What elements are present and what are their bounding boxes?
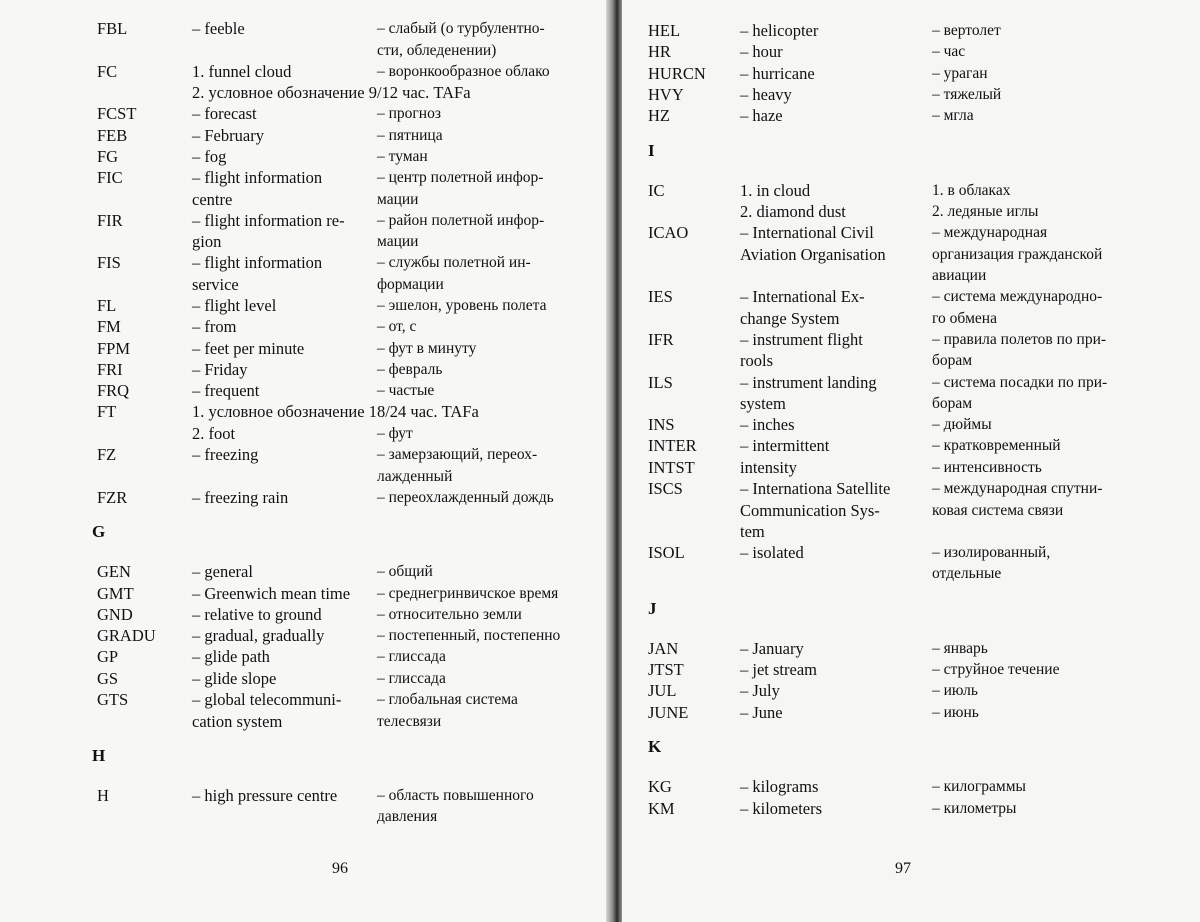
entry-english-line: – high pressure centre bbox=[192, 785, 338, 805]
entry-abbreviation: GS bbox=[97, 668, 119, 688]
section-letter: H bbox=[92, 745, 106, 765]
entry-abbreviation: ISCS bbox=[648, 479, 683, 498]
entry-english-line: 1. условное обозначение 18/24 час. TAFa bbox=[192, 402, 479, 422]
entry-english bbox=[740, 329, 863, 372]
entry-english bbox=[740, 702, 783, 724]
entry-russian-line: – фут в минуту bbox=[377, 339, 477, 357]
entry-russian-line: – мгла bbox=[932, 107, 974, 125]
entry-russian-line: – интенсивность bbox=[932, 458, 1042, 476]
entry-english bbox=[740, 372, 877, 415]
entry-abbreviation: FRI bbox=[97, 359, 123, 379]
entry-russian-line: – вертолет bbox=[932, 22, 1001, 39]
entry-abbreviation: IC bbox=[648, 180, 665, 200]
entry-english-line: – kilometers bbox=[740, 798, 823, 818]
entry-russian bbox=[377, 146, 428, 168]
entry-russian bbox=[377, 668, 446, 690]
entry-russian bbox=[377, 125, 443, 147]
entry-abbreviation: JTST bbox=[648, 660, 684, 680]
entry-abbreviation: IES bbox=[648, 287, 673, 307]
entry-russian-line: ковая система связи bbox=[932, 501, 1064, 519]
entry-abbreviation: HZ bbox=[648, 106, 670, 126]
entry-abbreviation: GRADU bbox=[97, 626, 156, 646]
entry-abbreviation: FM bbox=[97, 317, 121, 337]
entry-english-line: – hurricane bbox=[740, 63, 815, 83]
entry-abbreviation: INTST bbox=[648, 457, 695, 477]
entry-russian-line: – километры bbox=[932, 799, 1017, 817]
entry-english-line: 2. foot bbox=[192, 423, 236, 443]
entry-english bbox=[740, 798, 822, 820]
entry-abbreviation: JUNE bbox=[648, 702, 689, 722]
entry-russian bbox=[377, 625, 560, 647]
entry-russian-line: – система посадки по при- bbox=[932, 373, 1108, 391]
entry-russian-line: – постепенный, постепенно bbox=[377, 627, 561, 645]
entry-english-line: Aviation Organisation bbox=[740, 244, 886, 264]
entry-russian-line: сти, обледенении) bbox=[377, 41, 497, 59]
entry-russian bbox=[377, 103, 441, 125]
entry-abbreviation: FL bbox=[97, 295, 117, 315]
entry-english-line: – feeble bbox=[192, 19, 245, 38]
entry-abbreviation: GTS bbox=[97, 690, 129, 709]
entry-english bbox=[740, 659, 817, 681]
entry-english bbox=[740, 776, 818, 798]
entry-abbreviation: GMT bbox=[97, 583, 134, 603]
entry-russian-line: – частые bbox=[377, 382, 435, 400]
entry-russian bbox=[932, 435, 1061, 457]
entry-russian bbox=[932, 702, 979, 724]
entry-english-line: service bbox=[192, 274, 239, 294]
entry-russian-line: – замерзающий, переох- bbox=[377, 446, 538, 463]
entry-russian-line: – воронкообразное облако bbox=[377, 62, 550, 80]
entry-russian-line: – кратковременный bbox=[932, 437, 1061, 455]
entry-abbreviation: INS bbox=[648, 415, 675, 435]
entry-english-line: change System bbox=[740, 308, 840, 328]
entry-russian bbox=[377, 604, 522, 626]
entry-english-line: 1. funnel cloud bbox=[192, 61, 292, 81]
entry-russian bbox=[932, 105, 974, 127]
entry-russian bbox=[932, 680, 978, 702]
entry-english-line: – gradual, gradually bbox=[192, 626, 325, 646]
entry-russian-line: организация гражданской bbox=[932, 245, 1103, 263]
entry-english bbox=[192, 401, 479, 423]
entry-russian-line: – относительно земли bbox=[377, 605, 522, 623]
entry-russian-line: – система международно- bbox=[932, 288, 1103, 306]
entry-abbreviation: JAN bbox=[648, 638, 679, 658]
entry-abbreviation: INTER bbox=[648, 436, 697, 456]
entry-english-line: system bbox=[740, 394, 786, 413]
entry-english-line: – flight information bbox=[192, 253, 323, 273]
entry-english bbox=[192, 210, 345, 253]
entry-russian bbox=[932, 798, 1016, 820]
entry-russian bbox=[932, 63, 988, 85]
entry-russian-line: борам bbox=[932, 395, 973, 412]
entry-russian-line: телесвязи bbox=[377, 712, 442, 730]
entry-abbreviation: FBL bbox=[97, 19, 128, 38]
entry-english bbox=[740, 680, 780, 702]
entry-russian-line: – февраль bbox=[377, 360, 443, 378]
entry-russian bbox=[932, 41, 965, 63]
entry-abbreviation: FG bbox=[97, 146, 119, 166]
entry-russian bbox=[932, 457, 1042, 479]
entry-english-line: – glide slope bbox=[192, 668, 277, 688]
entry-russian bbox=[377, 338, 476, 360]
entry-abbreviation: HR bbox=[648, 42, 671, 62]
entry-english-line: – Friday bbox=[192, 359, 248, 379]
entry-english bbox=[192, 625, 324, 647]
entry-english-line: – instrument landing bbox=[740, 372, 877, 392]
entry-russian bbox=[377, 423, 413, 445]
entry-english-line: – flight information bbox=[192, 168, 323, 188]
entry-russian bbox=[932, 414, 992, 436]
entry-russian bbox=[932, 286, 1102, 329]
entry-russian-line: – ураган bbox=[932, 64, 988, 82]
entry-abbreviation: ILS bbox=[648, 372, 673, 392]
entry-english-line: 2. diamond dust bbox=[740, 202, 846, 222]
entry-english-line: – Greenwich mean time bbox=[192, 583, 351, 603]
entry-english-line: – frequent bbox=[192, 381, 260, 401]
entry-russian-line: го обмена bbox=[932, 309, 997, 327]
entry-english-line: – International Civil bbox=[740, 223, 874, 243]
entry-english bbox=[740, 478, 890, 543]
entry-abbreviation: GEN bbox=[97, 562, 131, 582]
entry-english bbox=[192, 487, 288, 509]
entry-russian-line: – службы полетной ин- bbox=[377, 254, 531, 272]
entry-abbreviation: HEL bbox=[648, 21, 681, 40]
entry-english bbox=[740, 542, 804, 564]
entry-russian-line: – эшелон, уровень полета bbox=[377, 296, 547, 314]
entry-english-line: – haze bbox=[740, 106, 783, 126]
entry-russian-line: – туман bbox=[377, 147, 428, 165]
entry-english-line: – heavy bbox=[740, 84, 792, 104]
entry-english-line: – inches bbox=[740, 415, 795, 435]
entry-english bbox=[192, 146, 226, 168]
entry-english bbox=[740, 457, 797, 479]
entry-english-line: – helicopter bbox=[740, 21, 819, 40]
entry-english-line: – fog bbox=[192, 146, 227, 166]
section-letter: J bbox=[648, 598, 657, 618]
section-letter: G bbox=[92, 521, 106, 541]
entry-russian-line: отдельные bbox=[932, 565, 1002, 583]
entry-abbreviation: FT bbox=[97, 402, 117, 422]
entry-english bbox=[192, 295, 276, 317]
entry-english bbox=[192, 689, 341, 732]
entry-russian-line: – глобальная система bbox=[377, 691, 518, 708]
entry-russian-line: – международная спутни- bbox=[932, 480, 1103, 497]
entry-russian-line: – июль bbox=[932, 682, 978, 700]
entry-english bbox=[192, 316, 236, 338]
entry-english bbox=[192, 252, 322, 295]
page-number-left: 96 bbox=[332, 860, 348, 877]
entry-english-line: intensity bbox=[740, 457, 797, 477]
entry-abbreviation: GP bbox=[97, 647, 119, 667]
entry-abbreviation: IFR bbox=[648, 329, 674, 349]
entry-russian-line: – район полетной инфор- bbox=[377, 211, 545, 229]
entry-russian bbox=[932, 776, 1026, 798]
entry-russian bbox=[932, 222, 1102, 287]
entry-russian-line: – дюймы bbox=[932, 416, 992, 434]
entry-russian bbox=[377, 210, 544, 253]
entry-english-line: – freezing rain bbox=[192, 487, 289, 507]
entry-russian-line: – слабый (о турбулентно- bbox=[377, 20, 545, 37]
entry-russian-line: – среднегринвичское время bbox=[377, 584, 559, 602]
entry-russian-line: мации bbox=[377, 190, 419, 208]
page-number-right: 97 bbox=[895, 860, 911, 877]
entry-russian-line: – струйное течение bbox=[932, 661, 1060, 679]
entry-english bbox=[192, 338, 304, 360]
entry-english bbox=[192, 423, 235, 445]
entry-english bbox=[740, 41, 783, 63]
entry-russian bbox=[377, 252, 531, 295]
entry-english bbox=[192, 82, 471, 104]
entry-russian-line: давления bbox=[377, 808, 438, 826]
entry-english-line: centre bbox=[192, 189, 233, 209]
entry-abbreviation: FPM bbox=[97, 338, 131, 358]
entry-russian bbox=[377, 487, 554, 509]
entry-english bbox=[192, 785, 337, 807]
entry-english bbox=[192, 668, 276, 690]
entry-english bbox=[192, 604, 322, 626]
entry-russian bbox=[932, 372, 1107, 415]
entry-russian bbox=[932, 638, 988, 660]
entry-russian bbox=[377, 359, 442, 381]
entry-russian bbox=[377, 689, 518, 732]
entry-abbreviation: FRQ bbox=[97, 381, 130, 401]
entry-russian-line: – пятница bbox=[377, 126, 443, 144]
entry-russian bbox=[377, 167, 543, 210]
entry-russian bbox=[932, 84, 1001, 106]
entry-russian bbox=[377, 444, 537, 487]
entry-english-line: – freezing bbox=[192, 445, 259, 464]
entry-russian-line: – изолированный, bbox=[932, 543, 1051, 561]
entry-russian-line: мации bbox=[377, 233, 419, 251]
entry-english bbox=[740, 286, 865, 329]
entry-abbreviation: H bbox=[97, 785, 109, 805]
entry-abbreviation: GND bbox=[97, 604, 133, 624]
entry-abbreviation: FZ bbox=[97, 445, 117, 464]
entry-english-line: – June bbox=[740, 702, 783, 722]
entry-abbreviation: FIR bbox=[97, 210, 123, 230]
entry-russian bbox=[377, 646, 446, 668]
entry-english bbox=[192, 380, 259, 402]
entry-english-line: – intermittent bbox=[740, 436, 830, 456]
entry-russian-line: – от, с bbox=[377, 318, 417, 336]
entry-english bbox=[192, 125, 264, 147]
entry-english bbox=[192, 444, 258, 466]
section-letter: K bbox=[648, 737, 662, 756]
entry-english-line: cation system bbox=[192, 711, 283, 731]
entry-english-line: – relative to ground bbox=[192, 604, 322, 624]
entry-english bbox=[192, 167, 322, 210]
entry-russian-line: – переохлажденный дождь bbox=[377, 488, 554, 506]
entry-english bbox=[740, 222, 886, 265]
entry-english bbox=[740, 435, 829, 457]
entry-english-line: – instrument flight bbox=[740, 329, 863, 349]
entry-english bbox=[740, 20, 818, 42]
entry-english bbox=[192, 583, 350, 605]
entry-english-line: 1. in cloud bbox=[740, 180, 811, 200]
entry-english-line: – glide path bbox=[192, 647, 270, 667]
entry-english bbox=[740, 638, 804, 660]
entry-russian bbox=[377, 561, 433, 583]
entry-russian bbox=[932, 20, 1001, 42]
entry-english-line: – kilograms bbox=[740, 777, 819, 797]
entry-russian bbox=[377, 785, 534, 828]
entry-abbreviation: HVY bbox=[648, 84, 684, 104]
entry-russian-line: – тяжелый bbox=[932, 85, 1002, 103]
entry-english-line: rools bbox=[740, 351, 773, 371]
entry-russian bbox=[932, 478, 1102, 521]
entry-english bbox=[192, 61, 291, 83]
entry-english bbox=[192, 646, 270, 668]
entry-abbreviation: KM bbox=[648, 798, 675, 818]
entry-russian-line: – область повышенного bbox=[377, 786, 534, 804]
entry-english-line: gion bbox=[192, 232, 222, 252]
entry-russian bbox=[932, 180, 1038, 223]
entry-english-line: – February bbox=[192, 125, 264, 145]
entry-english-line: – feet per minute bbox=[192, 338, 305, 358]
entry-english-line: – January bbox=[740, 638, 804, 658]
entry-english bbox=[740, 180, 846, 223]
entry-russian-line: – час bbox=[932, 43, 966, 61]
entry-abbreviation: ICAO bbox=[648, 223, 689, 243]
entry-english-line: – International Ex- bbox=[740, 287, 865, 307]
entry-russian-line: – глиссада bbox=[377, 648, 446, 666]
entry-russian-line: – центр полетной инфор- bbox=[377, 169, 544, 187]
section-letter: I bbox=[648, 140, 655, 160]
entry-russian-line: лажденный bbox=[377, 467, 453, 485]
entry-english bbox=[740, 105, 783, 127]
entry-english bbox=[192, 359, 247, 381]
entry-russian-line: – килограммы bbox=[932, 778, 1026, 796]
entry-russian-line: 2. ледяные иглы bbox=[932, 203, 1039, 221]
entry-russian bbox=[377, 583, 558, 605]
entry-abbreviation: FEB bbox=[97, 125, 128, 145]
entry-abbreviation: FCST bbox=[97, 104, 137, 124]
entry-abbreviation: FIS bbox=[97, 253, 121, 273]
entry-abbreviation: KG bbox=[648, 777, 672, 797]
entry-english-line: – Internationa Satellite bbox=[740, 479, 891, 498]
entry-russian-line: – глиссада bbox=[377, 669, 446, 687]
entry-english-line: tem bbox=[740, 522, 765, 541]
entry-english bbox=[192, 561, 253, 583]
entry-abbreviation: JUL bbox=[648, 681, 677, 701]
entry-english-line: – hour bbox=[740, 42, 783, 62]
entry-english-line: – flight level bbox=[192, 295, 277, 315]
entry-russian bbox=[377, 295, 547, 317]
entry-russian-line: – фут bbox=[377, 424, 413, 442]
entry-russian bbox=[932, 542, 1050, 585]
entry-english-line: – isolated bbox=[740, 542, 804, 562]
entry-english-line: 2. условное обозначение 9/12 час. TAFa bbox=[192, 82, 471, 102]
entry-english bbox=[740, 63, 815, 85]
entry-english-line: – jet stream bbox=[740, 660, 817, 680]
entry-english bbox=[192, 18, 245, 40]
entry-russian-line: 1. в облаках bbox=[932, 181, 1011, 199]
entry-russian-line: борам bbox=[932, 352, 973, 370]
entry-english-line: – July bbox=[740, 681, 780, 701]
entry-russian-line: – общий bbox=[377, 563, 433, 581]
entry-english bbox=[192, 103, 257, 125]
entry-english bbox=[740, 414, 795, 436]
entry-russian bbox=[377, 380, 434, 402]
entry-english-line: – forecast bbox=[192, 104, 257, 124]
entry-english-line: – general bbox=[192, 562, 253, 582]
entry-abbreviation: FIC bbox=[97, 168, 123, 188]
entry-abbreviation: HURCN bbox=[648, 63, 706, 83]
entry-russian bbox=[377, 316, 416, 338]
entry-russian bbox=[932, 329, 1106, 372]
entry-russian-line: – правила полетов по при- bbox=[932, 330, 1107, 348]
entry-russian bbox=[377, 61, 550, 83]
entry-russian bbox=[377, 18, 545, 61]
entry-english-line: – from bbox=[192, 317, 237, 337]
entry-russian-line: – международная bbox=[932, 224, 1048, 242]
entry-russian bbox=[932, 659, 1059, 681]
entry-russian-line: – январь bbox=[932, 639, 988, 657]
entry-english-line: – flight information re- bbox=[192, 210, 345, 230]
right-page bbox=[622, 0, 1200, 922]
entry-english-line: – global telecommuni- bbox=[192, 690, 342, 709]
entry-abbreviation: ISOL bbox=[648, 542, 685, 562]
entry-russian-line: – июнь bbox=[932, 703, 979, 721]
entry-english bbox=[740, 84, 792, 106]
entry-abbreviation: FC bbox=[97, 61, 118, 81]
entry-abbreviation: FZR bbox=[97, 487, 128, 507]
entry-russian-line: формации bbox=[377, 275, 444, 293]
entry-english-line: Communication Sys- bbox=[740, 500, 880, 520]
entry-russian-line: авиации bbox=[932, 267, 987, 285]
entry-russian-line: – прогноз bbox=[377, 105, 441, 123]
